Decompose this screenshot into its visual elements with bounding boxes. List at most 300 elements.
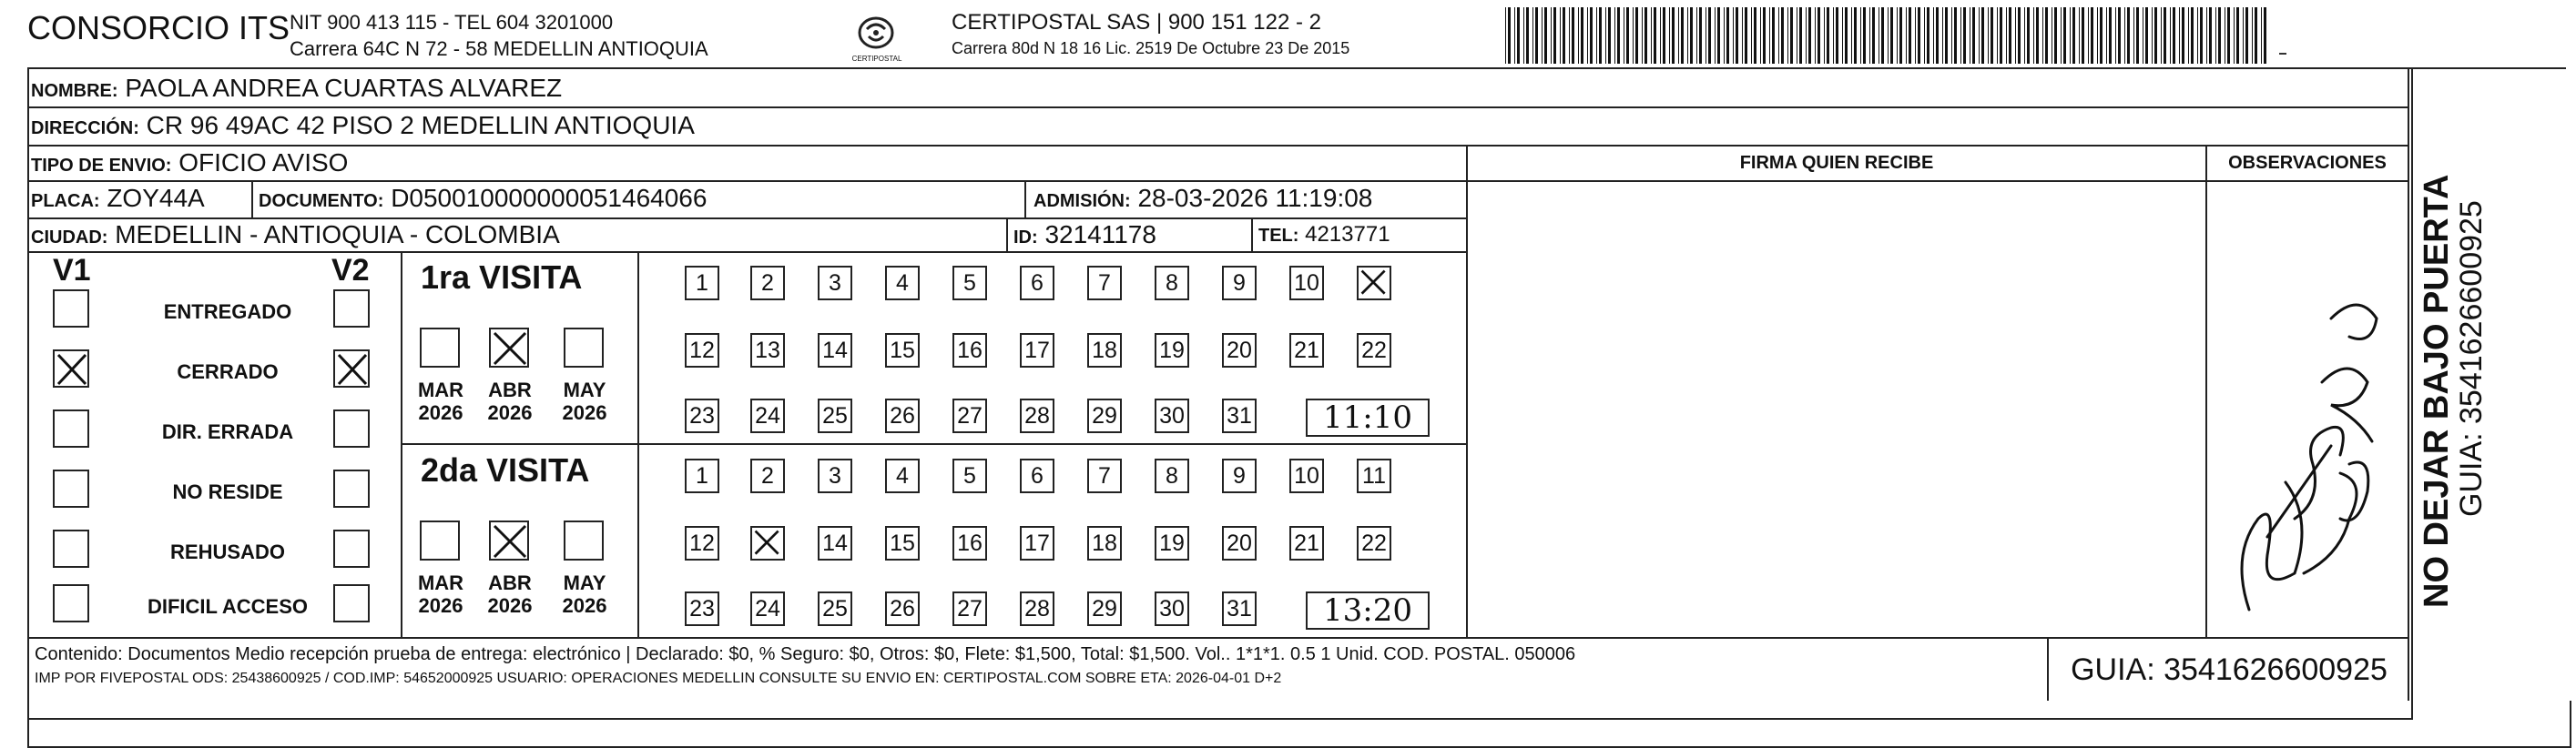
barcode-bar: [1681, 7, 1684, 64]
day-box[interactable]: [818, 266, 852, 300]
status-label: ENTREGADO: [163, 300, 292, 323]
v1-checkbox[interactable]: [53, 470, 89, 508]
barcode-bar: [1778, 7, 1779, 64]
day-box[interactable]: [1289, 266, 1324, 300]
barcode-bar: [1960, 7, 1961, 64]
day-number: 8: [1166, 269, 1178, 296]
barcode-bar: [1678, 7, 1679, 64]
barcode-bar: [2197, 7, 2198, 64]
day-box[interactable]: [1087, 399, 1122, 433]
barcode-bar: [1851, 7, 1852, 64]
divider: [1466, 180, 2409, 182]
day-box[interactable]: [1020, 591, 1054, 626]
day-box[interactable]: [885, 333, 920, 368]
barcode-bar: [2072, 7, 2075, 64]
type-row: [31, 147, 348, 182]
day-number: 3: [829, 462, 841, 489]
company-address: Carrera 64C N 72 - 58 MEDELLIN ANTIOQUIA: [290, 37, 708, 60]
name-label: NOMBRE:: [31, 81, 118, 101]
day-box[interactable]: [885, 526, 920, 561]
plate-value: ZOY44A: [107, 184, 205, 212]
barcode-bar: [1979, 7, 1980, 64]
barcode-bar: [2106, 7, 2107, 64]
barcode-bar: [1927, 7, 1929, 64]
day-box[interactable]: [685, 333, 719, 368]
day-number: 16: [957, 337, 983, 363]
day-box[interactable]: [952, 266, 987, 300]
day-box[interactable]: [1020, 333, 1054, 368]
day-number: 12: [689, 337, 715, 363]
barcode-bar: [1542, 7, 1543, 64]
observations-header: OBSERVACIONES: [2228, 153, 2387, 173]
day-number: 29: [1092, 595, 1117, 622]
logo-caption: CERTIPOSTAL: [851, 55, 902, 63]
day-box[interactable]: [1087, 333, 1122, 368]
day-box[interactable]: [1289, 526, 1324, 561]
barcode-bar: [1760, 7, 1761, 64]
divider: [251, 180, 253, 218]
day-box[interactable]: [685, 266, 719, 300]
day-box[interactable]: [1357, 526, 1391, 561]
v2-checkbox[interactable]: [333, 584, 370, 622]
day-number: 7: [1098, 269, 1111, 296]
day-number: 29: [1092, 402, 1117, 429]
barcode-bar: [1924, 7, 1925, 64]
barcode-bar: [1696, 7, 1697, 64]
day-box[interactable]: [1155, 399, 1189, 433]
day-number: 31: [1227, 402, 1252, 429]
barcode-bar: [1897, 7, 1898, 64]
barcode-bar: [2136, 7, 2139, 64]
print-details: IMP POR FIVEPOSTAL ODS: 25438600925 / COD.IMP: 54652000925 USUARIO: OPERACIONES MEDELLIN CONSULTE SU ENVIO EN: CERTIPOSTAL.COM SOBRE ETA: 2026-04-01 D+2: [35, 671, 1282, 686]
barcode-bar: [1733, 7, 1734, 64]
day-box[interactable]: [885, 266, 920, 300]
barcode-bar: [2045, 7, 2048, 64]
barcode-bar: [1842, 7, 1843, 64]
company-info: [290, 9, 708, 62]
barcode-bar: [1854, 7, 1857, 64]
day-box[interactable]: [818, 399, 852, 433]
barcode-bar: [2161, 7, 2162, 64]
barcode-bar: [1915, 7, 1916, 64]
id-row: [1013, 218, 1156, 254]
barcode-bar: [1781, 7, 1784, 64]
barcode-bar: [2124, 7, 2125, 64]
barcode-bar: [2097, 7, 2098, 64]
barcode-bar: [1991, 7, 1993, 64]
barcode-bar: [1642, 7, 1643, 64]
day-box[interactable]: [1222, 459, 1257, 493]
day-number: 18: [1092, 337, 1117, 363]
barcode-bar: [1909, 7, 1911, 64]
day-number: 22: [1361, 530, 1387, 556]
day-number: 14: [822, 337, 848, 363]
day-box[interactable]: [1222, 526, 1257, 561]
barcode-bar: [2133, 7, 2134, 64]
month-year: 2026: [418, 594, 463, 617]
barcode-bar: [1614, 7, 1615, 64]
certipostal-info: [952, 9, 1349, 60]
day-number: 10: [1294, 462, 1319, 489]
day-number: 28: [1024, 402, 1050, 429]
day-box[interactable]: [685, 399, 719, 433]
day-number: 10: [1294, 269, 1319, 296]
barcode-bar: [1736, 7, 1738, 64]
document-value: D050010000000051464066: [391, 184, 708, 212]
barcode-bar: [1806, 7, 1807, 64]
day-box[interactable]: [885, 399, 920, 433]
day-box[interactable]: [1155, 333, 1189, 368]
plate-row: [31, 182, 205, 217]
barcode-bar: [2182, 7, 2184, 64]
barcode-bar: [1799, 7, 1802, 64]
v1-checkbox[interactable]: [53, 530, 89, 568]
barcode-bar: [2188, 7, 2189, 64]
day-box[interactable]: [952, 591, 987, 626]
barcode-bar: [1581, 7, 1583, 64]
barcode-bar: [1672, 7, 1675, 64]
barcode-bar: [1717, 7, 1720, 64]
month-checkbox[interactable]: [489, 521, 529, 561]
barcode-bar: [1563, 7, 1565, 64]
nit-line: NIT 900 413 115 - TEL 604 3201000: [290, 11, 614, 34]
barcode-bar: [1553, 7, 1556, 64]
day-box[interactable]: [1087, 591, 1122, 626]
day-number: 23: [689, 402, 715, 429]
day-number: 19: [1159, 337, 1185, 363]
day-number: 17: [1024, 530, 1050, 556]
barcode-bar: [1572, 7, 1574, 64]
month-checkbox[interactable]: [564, 328, 604, 368]
day-box[interactable]: [1155, 459, 1189, 493]
barcode-bar: [1715, 7, 1716, 64]
admission-label: ADMISIÓN:: [1033, 191, 1131, 211]
barcode-bar: [2042, 7, 2043, 64]
recipient-name: PAOLA ANDREA CUARTAS ALVAREZ: [125, 74, 563, 102]
day-box[interactable]: [1357, 459, 1391, 493]
divider: [2205, 145, 2207, 637]
barcode-bar: [2200, 7, 2203, 64]
barcode-bar: [1708, 7, 1711, 64]
barcode-bar: [1981, 7, 1984, 64]
day-box[interactable]: [750, 399, 785, 433]
barcode-bar: [1869, 7, 1870, 64]
day-box[interactable]: [750, 333, 785, 368]
barcode-bar: [1660, 7, 1661, 64]
barcode-bar: [1551, 7, 1552, 64]
barcode-bar: [1635, 7, 1638, 64]
barcode-bar: [2215, 7, 2216, 64]
barcode-bar: [1881, 7, 1884, 64]
month-label: [555, 379, 614, 424]
barcode-bar: [1535, 7, 1538, 64]
barcode-bar: [1863, 7, 1866, 64]
status-label: NO RESIDE: [172, 480, 283, 503]
barcode-bar: [2088, 7, 2089, 64]
day-number: 8: [1166, 462, 1178, 489]
barcode-bar: [1860, 7, 1861, 64]
day-number: 26: [890, 595, 915, 622]
month-label: [481, 379, 539, 424]
day-box[interactable]: [885, 459, 920, 493]
day-box[interactable]: [750, 266, 785, 300]
barcode-bar: [1787, 7, 1788, 64]
day-number: 24: [755, 402, 780, 429]
guia-number: GUIA: 3541626600925: [2047, 639, 2409, 701]
recipient-signature: [2213, 246, 2395, 628]
document-label: DOCUMENTO:: [259, 191, 384, 211]
barcode-bar: [1899, 7, 1902, 64]
name-row: [31, 72, 562, 107]
barcode-bar: [1918, 7, 1920, 64]
day-number: 11: [1362, 462, 1386, 489]
day-number: 16: [957, 530, 983, 556]
day-box[interactable]: [1222, 333, 1257, 368]
day-number: 6: [1031, 269, 1044, 296]
v2-checkbox[interactable]: [333, 470, 370, 508]
divider: [401, 443, 1466, 445]
barcode-bar: [1505, 7, 1506, 64]
day-box[interactable]: [952, 459, 987, 493]
barcode-bar: [2191, 7, 2194, 64]
barcode-bar: [1845, 7, 1848, 64]
month-checkbox[interactable]: [564, 521, 604, 561]
barcode-bar: [1888, 7, 1889, 64]
day-box[interactable]: [818, 459, 852, 493]
barcode-bar: [2236, 7, 2239, 64]
v1-checkbox[interactable]: [53, 289, 89, 328]
day-box[interactable]: [1155, 526, 1189, 561]
day-box[interactable]: [818, 526, 852, 561]
day-number: 17: [1024, 337, 1050, 363]
barcode-bar: [1772, 7, 1775, 64]
day-number: 24: [755, 595, 780, 622]
time-box[interactable]: [1306, 399, 1430, 437]
barcode-bar: [2170, 7, 2171, 64]
barcode-bar: [1808, 7, 1811, 64]
day-box[interactable]: [1155, 266, 1189, 300]
day-box[interactable]: [1222, 591, 1257, 626]
month-name: MAR: [417, 379, 464, 401]
barcode-bar: [1836, 7, 1838, 64]
barcode-bar: [1726, 7, 1729, 64]
day-box[interactable]: [818, 333, 852, 368]
day-number: 26: [890, 402, 915, 429]
day-number: 7: [1098, 462, 1111, 489]
v2-checkbox[interactable]: [333, 530, 370, 568]
month-checkbox[interactable]: [420, 521, 460, 561]
barcode-bar: [2145, 7, 2148, 64]
day-box[interactable]: [952, 526, 987, 561]
plate-label: PLACA:: [31, 191, 100, 211]
status-label: DIFICIL ACCESO: [147, 595, 308, 618]
barcode-bar: [1514, 7, 1515, 64]
recipient-address: CR 96 49AC 42 PISO 2 MEDELLIN ANTIOQUIA: [146, 111, 695, 139]
month-year: 2026: [562, 594, 607, 617]
month-checkbox[interactable]: [420, 328, 460, 368]
barcode-bar: [2152, 7, 2153, 64]
v2-checkbox[interactable]: [333, 409, 370, 448]
month-label: [481, 571, 539, 617]
barcode-bar: [2063, 7, 2066, 64]
day-box[interactable]: [1087, 266, 1122, 300]
day-number: 5: [963, 462, 976, 489]
barcode-bar: [2264, 7, 2266, 64]
day-number: 27: [957, 595, 983, 622]
day-box[interactable]: [1222, 399, 1257, 433]
tel-value: 4213771: [1305, 222, 1390, 247]
barcode-bar: [1769, 7, 1770, 64]
day-box[interactable]: [750, 526, 785, 561]
day-number: 1: [696, 269, 708, 296]
day-box[interactable]: [818, 591, 852, 626]
status-label: CERRADO: [177, 360, 279, 383]
document-row: [259, 182, 707, 217]
day-box[interactable]: [1087, 459, 1122, 493]
barcode-bar: [2127, 7, 2130, 64]
address-row: [31, 109, 695, 145]
barcode-bar: [1997, 7, 1998, 64]
v2-header: V2: [331, 253, 370, 288]
barcode-bar: [2000, 7, 2002, 64]
barcode-bar: [2206, 7, 2207, 64]
day-box[interactable]: [685, 526, 719, 561]
month-label: [412, 379, 470, 424]
barcode-bar: [2027, 7, 2030, 64]
day-number: 22: [1361, 337, 1387, 363]
barcode-bar: [2115, 7, 2116, 64]
day-number: 2: [761, 462, 774, 489]
day-number: 25: [822, 402, 848, 429]
barcode-bar: [1827, 7, 1829, 64]
divider: [637, 251, 639, 637]
day-number: 30: [1159, 402, 1185, 429]
address-label: DIRECCIÓN:: [31, 118, 139, 138]
barcode-bar: [2154, 7, 2157, 64]
barcode-bar: [2245, 7, 2248, 64]
handwritten-time: 13:20: [1323, 592, 1412, 629]
divider: [1251, 217, 1253, 252]
city-value: MEDELLIN - ANTIOQUIA - COLOMBIA: [115, 220, 560, 248]
barcode-bar: [2079, 7, 2080, 64]
v1-checkbox[interactable]: [53, 349, 89, 388]
tel-label: TEL:: [1258, 226, 1299, 246]
barcode-bar: [1590, 7, 1593, 64]
barcode-bar: [2070, 7, 2071, 64]
day-number: 21: [1294, 337, 1319, 363]
month-checkbox[interactable]: [489, 328, 529, 368]
day-number: 4: [896, 462, 909, 489]
day-box[interactable]: [952, 333, 987, 368]
month-label: [555, 571, 614, 617]
day-number: 9: [1233, 462, 1246, 489]
day-box[interactable]: [1289, 459, 1324, 493]
barcode-bar: [2082, 7, 2084, 64]
barcode-bar: [1569, 7, 1570, 64]
divider: [27, 145, 2409, 147]
barcode-bar: [2243, 7, 2244, 64]
day-box[interactable]: [1087, 526, 1122, 561]
day-box[interactable]: [685, 459, 719, 493]
day-number: 15: [890, 337, 915, 363]
v1-checkbox[interactable]: [53, 409, 89, 448]
day-number: 6: [1031, 462, 1044, 489]
barcode-bar: [2252, 7, 2253, 64]
shipment-type: OFICIO AVISO: [178, 148, 349, 177]
barcode: [1505, 7, 2268, 64]
day-box[interactable]: [1020, 399, 1054, 433]
day-box[interactable]: [750, 459, 785, 493]
day-number: 4: [896, 269, 909, 296]
barcode-bar: [1605, 7, 1606, 64]
barcode-bar: [1790, 7, 1793, 64]
barcode-bar: [1508, 7, 1511, 64]
barcode-bar: [1626, 7, 1629, 64]
day-number: 31: [1227, 595, 1252, 622]
day-number: 28: [1024, 595, 1050, 622]
barcode-bar: [1933, 7, 1934, 64]
day-number: 5: [963, 269, 976, 296]
barcode-bar: [2100, 7, 2103, 64]
barcode-bar: [2009, 7, 2011, 64]
barcode-bar: [2118, 7, 2121, 64]
time-box[interactable]: [1306, 591, 1430, 630]
id-label: ID:: [1013, 227, 1038, 248]
city-row: [31, 218, 560, 254]
barcode-bar: [1833, 7, 1834, 64]
day-box[interactable]: [1020, 459, 1054, 493]
day-box[interactable]: [1357, 266, 1391, 300]
day-number: 1: [696, 462, 708, 489]
month-year: 2026: [562, 401, 607, 424]
barcode-bar: [1705, 7, 1706, 64]
v2-checkbox[interactable]: [333, 289, 370, 328]
barcode-bar: [1608, 7, 1611, 64]
day-number: 2: [761, 269, 774, 296]
day-box[interactable]: [1020, 526, 1054, 561]
day-box[interactable]: [885, 591, 920, 626]
barcode-bar: [1669, 7, 1670, 64]
admission-row: [1033, 182, 1372, 217]
day-box[interactable]: [1155, 591, 1189, 626]
day-number: 27: [957, 402, 983, 429]
barcode-bar: [1890, 7, 1893, 64]
day-number: 3: [829, 269, 841, 296]
day-box[interactable]: [1357, 333, 1391, 368]
barcode-bar: [1560, 7, 1561, 64]
day-box[interactable]: [952, 399, 987, 433]
v2-checkbox[interactable]: [333, 349, 370, 388]
day-number: 14: [822, 530, 848, 556]
barcode-bar: [1763, 7, 1766, 64]
barcode-bar: [2164, 7, 2166, 64]
day-box[interactable]: [685, 591, 719, 626]
day-box[interactable]: [1020, 266, 1054, 300]
barcode-bar: [1699, 7, 1702, 64]
barcode-bar: [2024, 7, 2025, 64]
barcode-bar: [1687, 7, 1688, 64]
outer-frame: [27, 701, 2571, 748]
certipostal-line1: CERTIPOSTAL SAS | 900 151 122 - 2: [952, 10, 1321, 35]
day-box[interactable]: [1222, 266, 1257, 300]
v1-checkbox[interactable]: [53, 584, 89, 622]
day-box[interactable]: [1289, 333, 1324, 368]
day-box[interactable]: [750, 591, 785, 626]
month-name: MAY: [563, 571, 606, 594]
barcode-bar: [2255, 7, 2257, 64]
barcode-bar: [1972, 7, 1975, 64]
visit2-title: 2da VISITA: [421, 451, 590, 489]
